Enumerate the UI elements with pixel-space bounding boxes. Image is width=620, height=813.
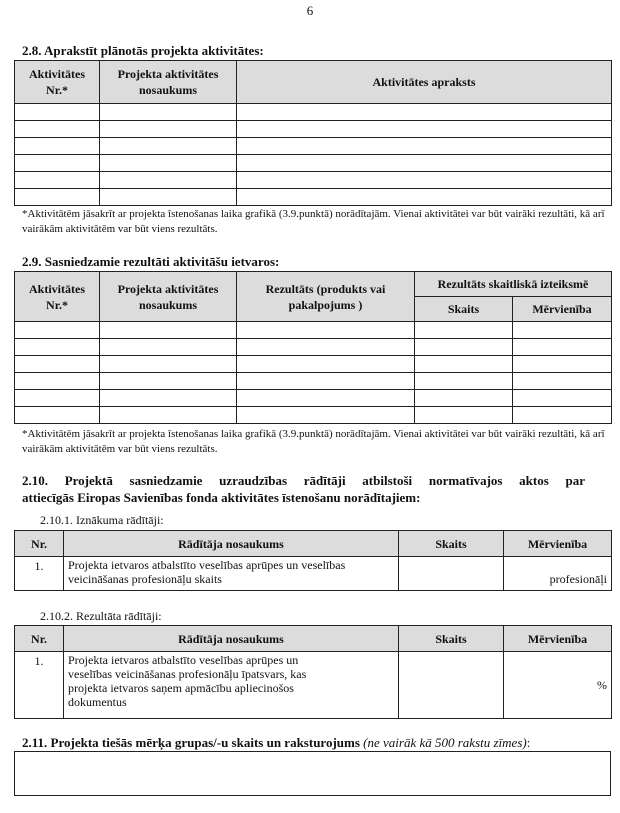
unit-value: % [504, 652, 612, 719]
cell-input[interactable] [100, 373, 237, 390]
section-2-11-hint: (ne vairāk kā 500 rakstu zīmes) [363, 735, 527, 750]
cell-input[interactable] [15, 172, 100, 189]
cell-input[interactable] [15, 407, 100, 424]
cell-input[interactable] [237, 155, 612, 172]
result-indicators-table [14, 625, 612, 719]
table-row [15, 138, 612, 155]
cell-input[interactable] [100, 121, 237, 138]
col-nr: Nr. [15, 626, 64, 652]
cell-input[interactable] [15, 121, 100, 138]
col-indicator-name: Rādītāja nosaukums [64, 626, 399, 652]
cell-input[interactable] [100, 104, 237, 121]
section-2-11-title: 2.11. Projekta tiešās mērķa grupas/-u skaits un raksturojums [22, 735, 360, 750]
table-row [15, 390, 612, 407]
section-2-11-heading: 2.11. Projekta tiešās mērķa grupas/-u skaits un raksturojums (ne vairāk kā 500 rakstu zīmes): [22, 735, 531, 750]
col-nr: Nr. [15, 531, 64, 557]
cell-input[interactable] [100, 390, 237, 407]
unit-value: profesionāļi [504, 557, 612, 591]
cell-input[interactable] [15, 356, 100, 373]
results-table [14, 271, 612, 424]
col-count: Skaits [399, 531, 504, 557]
cell-input[interactable] [100, 172, 237, 189]
cell-input[interactable] [15, 373, 100, 390]
cell-input[interactable] [15, 138, 100, 155]
cell-input[interactable] [100, 322, 237, 339]
table-row [15, 339, 612, 356]
section-2-9-heading: 2.9. Sasniedzamie rezultāti aktivitāšu ietvaros: [22, 254, 280, 269]
footnote-2-8: *Aktivitātēm jāsakrīt ar projekta īstenošanas laika grafikā (3.9.punktā) norādītajām. Vienai aktivitātei var būt vairāki rezultāti, kā arī vairākām aktivitātēm var būt viens rezultāts. [22, 208, 605, 235]
output-indicators-label: 2.10.1. Iznākuma rādītāji: [40, 513, 164, 527]
cell-input[interactable] [237, 104, 612, 121]
cell-input[interactable] [15, 155, 100, 172]
table-row [15, 155, 612, 172]
cell-input[interactable] [100, 339, 237, 356]
cell-input[interactable] [237, 138, 612, 155]
cell-input[interactable] [237, 407, 415, 424]
col-activity-name: Projekta aktivitātes nosaukums [100, 61, 237, 104]
col-count: Skaits [399, 626, 504, 652]
cell-input[interactable] [237, 322, 415, 339]
col-unit: Mērvienība [504, 531, 612, 557]
cell-input[interactable] [100, 155, 237, 172]
col-activity-description: Aktivitātes apraksts [237, 61, 612, 104]
count-input[interactable] [399, 652, 504, 719]
cell-input[interactable] [415, 407, 513, 424]
section-2-10-heading-line1: 2.10. Projektā sasniedzamie uzraudzības rādītāji atbilstoši normatīvajos aktos par [22, 473, 585, 488]
activities-table [14, 60, 612, 206]
cell-input[interactable] [15, 104, 100, 121]
table-row [15, 557, 612, 591]
table-row [15, 104, 612, 121]
cell-input[interactable] [237, 356, 415, 373]
section-2-10-heading-line2: attiecīgās Eiropas Savienības fonda aktivitātes īstenošanu norādītajiem: [22, 490, 421, 505]
col-activity-nr: Aktivitātes Nr.* [15, 272, 100, 322]
table-row [15, 121, 612, 138]
cell-input[interactable] [237, 373, 415, 390]
result-indicators-label: 2.10.2. Rezultāta rādītāji: [40, 609, 162, 623]
section-2-8-heading: 2.8. Aprakstīt plānotās projekta aktivitātes: [22, 43, 264, 58]
cell-input[interactable] [513, 322, 612, 339]
cell-input[interactable] [513, 407, 612, 424]
table-row [15, 407, 612, 424]
col-activity-name: Projekta aktivitātes nosaukums [100, 272, 237, 322]
cell-input[interactable] [237, 121, 612, 138]
cell-input[interactable] [415, 322, 513, 339]
footnote-2-9: *Aktivitātēm jāsakrīt ar projekta īstenošanas laika grafikā (3.9.punktā) norādītajām. Vienai aktivitātei var būt vairāki rezultāti, kā arī vairākām aktivitātēm var būt viens rezultāts. [22, 428, 605, 455]
col-unit: Mērvienība [504, 626, 612, 652]
cell-input[interactable] [237, 189, 612, 206]
cell-input[interactable] [513, 339, 612, 356]
table-row [15, 322, 612, 339]
col-indicator-name: Rādītāja nosaukums [64, 531, 399, 557]
cell-input[interactable] [415, 373, 513, 390]
cell-input[interactable] [415, 339, 513, 356]
cell-input[interactable] [100, 189, 237, 206]
cell-input[interactable] [15, 339, 100, 356]
col-activity-nr: Aktivitātes Nr.* [15, 61, 100, 104]
cell-input[interactable] [237, 339, 415, 356]
table-row [15, 652, 612, 719]
cell-input[interactable] [415, 356, 513, 373]
count-input[interactable] [399, 557, 504, 591]
indicator-name: Projekta ietvaros atbalstīto veselības aprūpes un veselības veicināšanas profesionāļu īpatsvars, kas projekta ietvaros saņem apmācību apliecinošos dokumentus [64, 652, 399, 719]
col-group-numeric-result: Rezultāts skaitliskā izteiksmē [415, 272, 612, 297]
indicator-name: Projekta ietvaros atbalstīto veselības aprūpes un veselības veicināšanas profesionāļu skaits [64, 557, 399, 591]
table-row [15, 356, 612, 373]
col-unit: Mērvienība [513, 297, 612, 322]
cell-input[interactable] [15, 322, 100, 339]
row-nr: 1. [15, 652, 64, 719]
cell-input[interactable] [100, 356, 237, 373]
col-result: Rezultāts (produkts vai pakalpojums ) [237, 272, 415, 322]
cell-input[interactable] [237, 390, 415, 407]
table-row [15, 189, 612, 206]
cell-input[interactable] [513, 356, 612, 373]
cell-input[interactable] [100, 138, 237, 155]
cell-input[interactable] [15, 189, 100, 206]
cell-input[interactable] [15, 390, 100, 407]
cell-input[interactable] [513, 390, 612, 407]
cell-input[interactable] [415, 390, 513, 407]
row-nr: 1. [15, 557, 64, 591]
target-group-textarea[interactable] [14, 751, 611, 796]
cell-input[interactable] [237, 172, 612, 189]
cell-input[interactable] [513, 373, 612, 390]
cell-input[interactable] [100, 407, 237, 424]
page-number: 6 [306, 3, 314, 18]
output-indicators-table [14, 530, 612, 591]
table-row [15, 172, 612, 189]
col-count: Skaits [415, 297, 513, 322]
table-row [15, 373, 612, 390]
